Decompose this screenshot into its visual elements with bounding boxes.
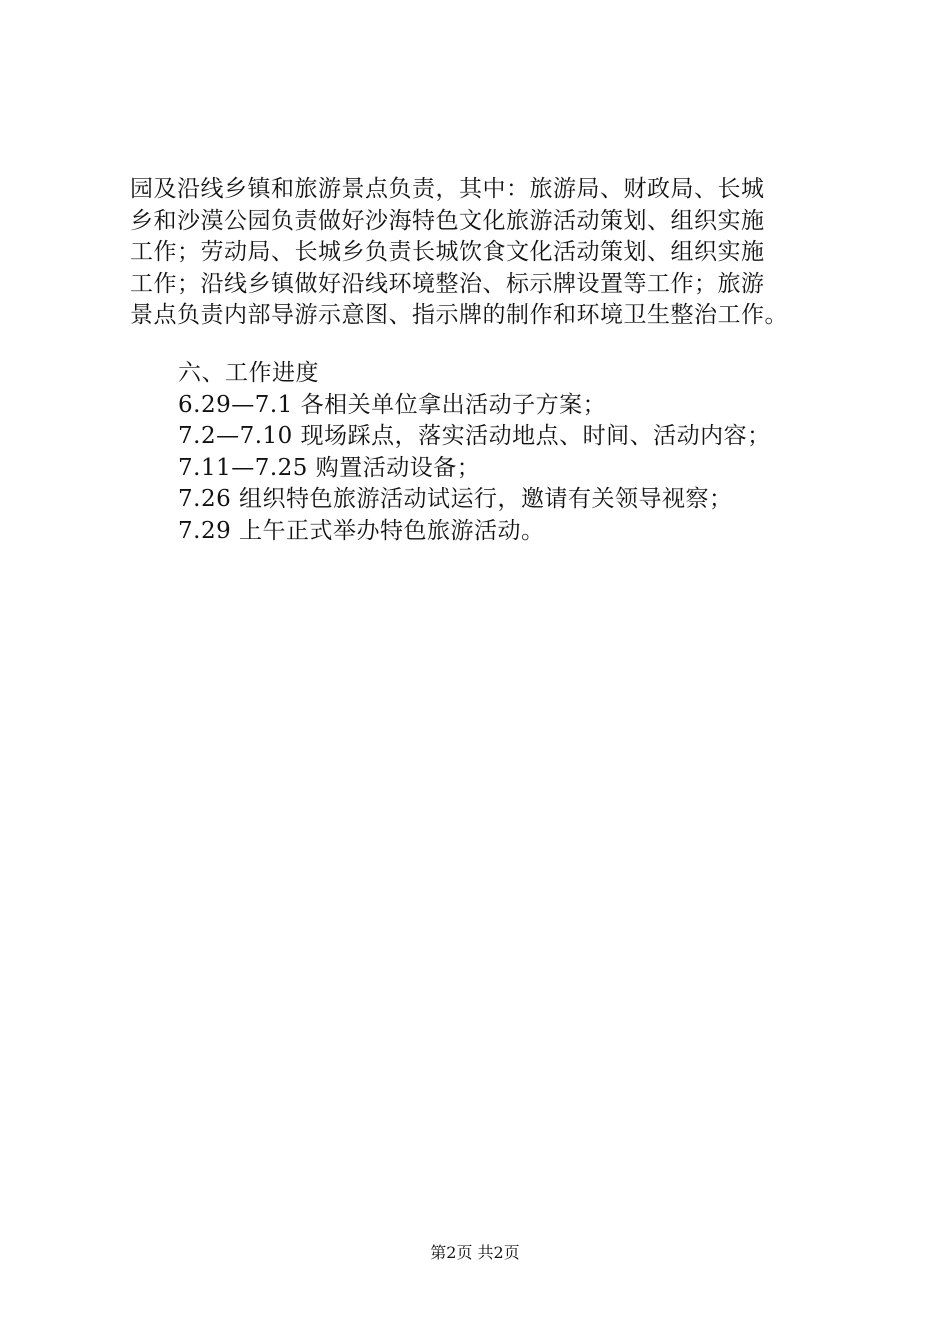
paragraph-line: 工作；沿线乡镇做好沿线环境整治、标示牌设置等工作；旅游	[130, 270, 765, 297]
section-heading: 六、工作进度	[178, 360, 319, 386]
paragraph-line: 乡和沙漠公园负责做好沙海特色文化旅游活动策划、组织实施	[130, 207, 765, 234]
paragraph-line: 工作；劳动局、长城乡负责长城饮食文化活动策划、组织实施	[130, 239, 765, 265]
paragraph-line: 景点负责内部导游示意图、指示牌的制作和环境卫生整治工作。	[130, 302, 788, 328]
schedule-item: 7.26 组织特色旅游活动试运行，邀请有关领导视察；	[178, 486, 733, 512]
page-footer: 第2页 共2页	[430, 1243, 520, 1262]
schedule-item: 7.11—7.25 购置活动设备；	[178, 454, 481, 481]
body-paragraph	[130, 174, 830, 332]
paragraph-line: 园及沿线乡镇和旅游景点负责，其中：旅游局、财政局、长城	[130, 176, 765, 202]
schedule-item: 6.29—7.1 各相关单位拿出活动子方案；	[178, 391, 607, 418]
schedule-item: 7.2—7.10 现场踩点，落实活动地点、时间、活动内容；	[178, 423, 771, 449]
schedule-section	[178, 358, 828, 547]
schedule-item: 7.29 上午正式举办特色旅游活动。	[178, 517, 545, 544]
